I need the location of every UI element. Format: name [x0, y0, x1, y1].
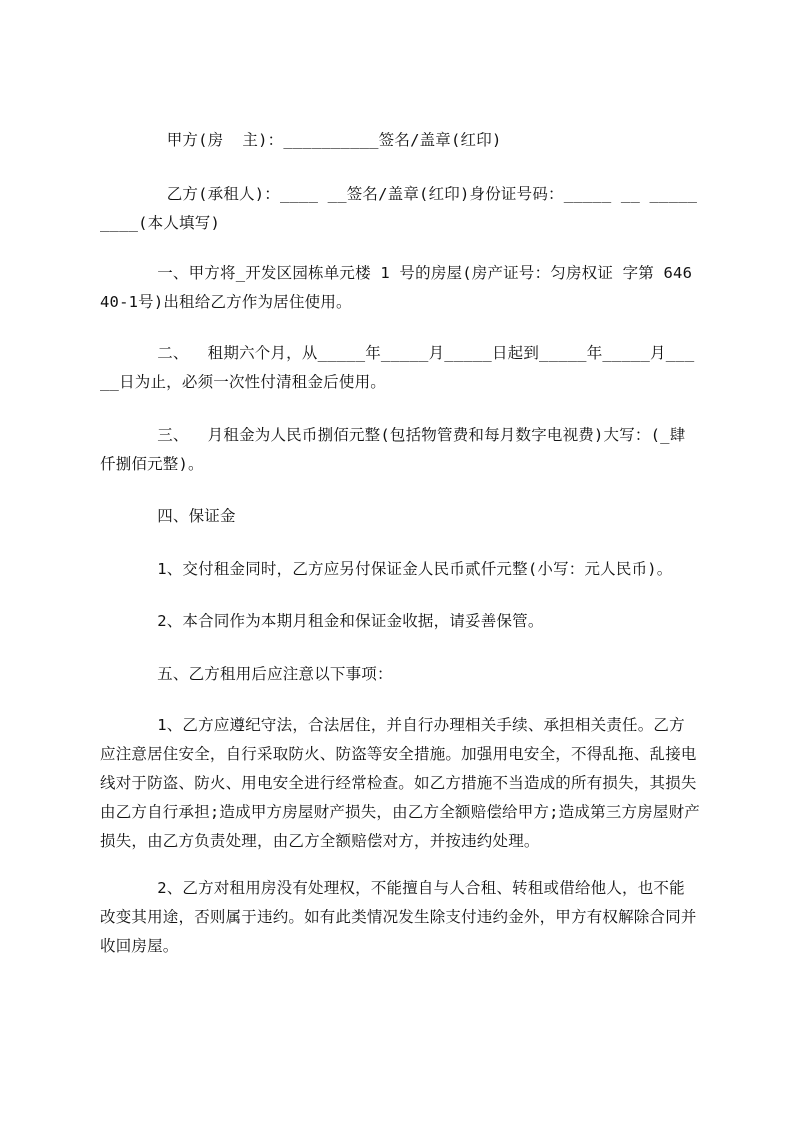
- clause-5-title: 五、乙方租用后应注意以下事项：: [100, 665, 393, 683]
- clause-2: 二、 租期六个月，从_____年_____月_____日起到_____年_____月_____日为止，必须一次性付清租金后使用。: [100, 344, 695, 391]
- clause-4-item-2: 2、本合同作为本期月租金和保证金收据，请妥善保管。: [100, 612, 544, 630]
- party-a-line: 甲方(房 主)：__________签名/盖章(红印): [100, 131, 502, 149]
- clause-4-title: 四、保证金: [100, 507, 236, 525]
- clause-5-item-2: 2、乙方对租用房没有处理权，不能擅自与人合租、转租或借给他人，也不能改变其用途，否则属于违约。如有此类情况发生除支付违约金外，甲方有权解除合同并收回房屋。: [100, 879, 697, 955]
- party-b-line: 乙方(承租人)：____ __签名/盖章(红印)身份证号码：_____ __ _________(本人填写): [100, 185, 698, 232]
- clause-3: 三、 月租金为人民币捌佰元整(包括物管费和每月数字电视费)大写：(_肆仟捌佰元整)。: [100, 426, 686, 473]
- clause-5-item-1: 1、乙方应遵纪守法，合法居住，并自行办理相关手续、承担相关责任。乙方应注意居住安全，自行采取防火、防盗等安全措施。加强用电安全，不得乱拖、乱接电线对于防盗、防火、用电安全进行经常检查。如乙方措施不当造成的所有损失，其损失由乙方自行承担;造成甲方房屋财产损失，由乙方全额赔偿给甲方;造成第三方房屋财产损失，由乙方负责处理，由乙方全额赔偿对方，并按违约处理。: [100, 716, 700, 850]
- clause-4-item-1: 1、交付租金同时，乙方应另付保证金人民币贰仟元整(小写：元人民币)。: [100, 560, 673, 578]
- clause-1: 一、甲方将_开发区园栋单元楼 1 号的房屋(房产证号：匀房权证 字第 64640-1号)出租给乙方作为居住使用。: [100, 264, 693, 311]
